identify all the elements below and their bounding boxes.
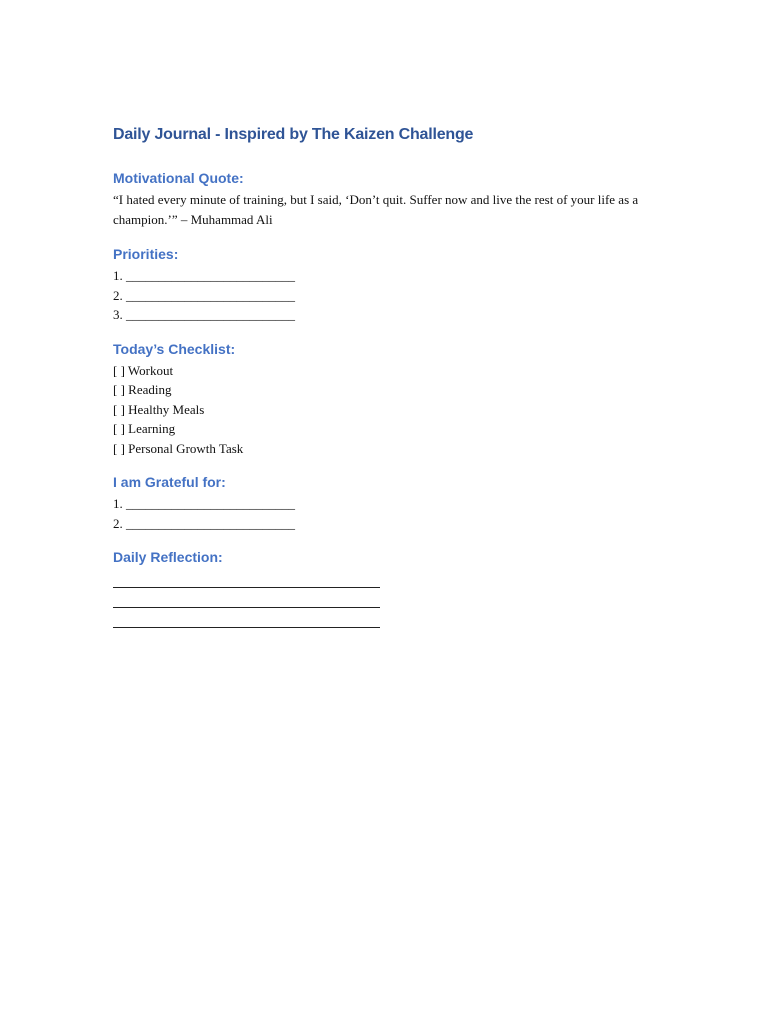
document-page bbox=[113, 122, 673, 642]
reflection-section bbox=[113, 547, 673, 628]
grateful-item-1: 1. __________________________ bbox=[113, 496, 295, 511]
checklist-item-learning: [ ] Learning bbox=[113, 421, 176, 436]
checklist-section bbox=[113, 339, 673, 459]
quote-heading: Motivational Quote: bbox=[113, 170, 244, 186]
grateful-heading: I am Grateful for: bbox=[113, 474, 226, 490]
priority-item-2: 2. __________________________ bbox=[113, 287, 295, 303]
priority-item-3: 3. __________________________ bbox=[113, 307, 295, 322]
reflection-line-2 bbox=[113, 589, 380, 608]
reflection-heading: Daily Reflection: bbox=[113, 549, 223, 565]
priorities-heading: Priorities: bbox=[113, 246, 179, 262]
checklist-item-personal-growth: [ ] Personal Growth Task bbox=[113, 440, 244, 456]
checklist-item-workout: [ ] Workout bbox=[113, 362, 174, 378]
checklist-item-healthy-meals: [ ] Healthy Meals bbox=[113, 401, 205, 417]
reflection-line-3 bbox=[113, 609, 380, 628]
quote-section bbox=[113, 168, 673, 229]
priorities-section bbox=[113, 244, 673, 325]
grateful-item-2: 2. __________________________ bbox=[113, 515, 295, 531]
priority-item-1: 1. __________________________ bbox=[113, 268, 295, 283]
document-title: Daily Journal - Inspired by The Kaizen Challenge bbox=[113, 126, 474, 143]
quote-text: “I hated every minute of training, but I said, ‘Don’t quit. Suffer now and live the rest of your life as a champion.’” – Muhammad Ali bbox=[113, 192, 639, 227]
reflection-line-1 bbox=[113, 569, 380, 588]
checklist-item-reading: [ ] Reading bbox=[113, 382, 172, 397]
grateful-section bbox=[113, 472, 673, 533]
checklist-heading: Today’s Checklist: bbox=[113, 340, 236, 357]
